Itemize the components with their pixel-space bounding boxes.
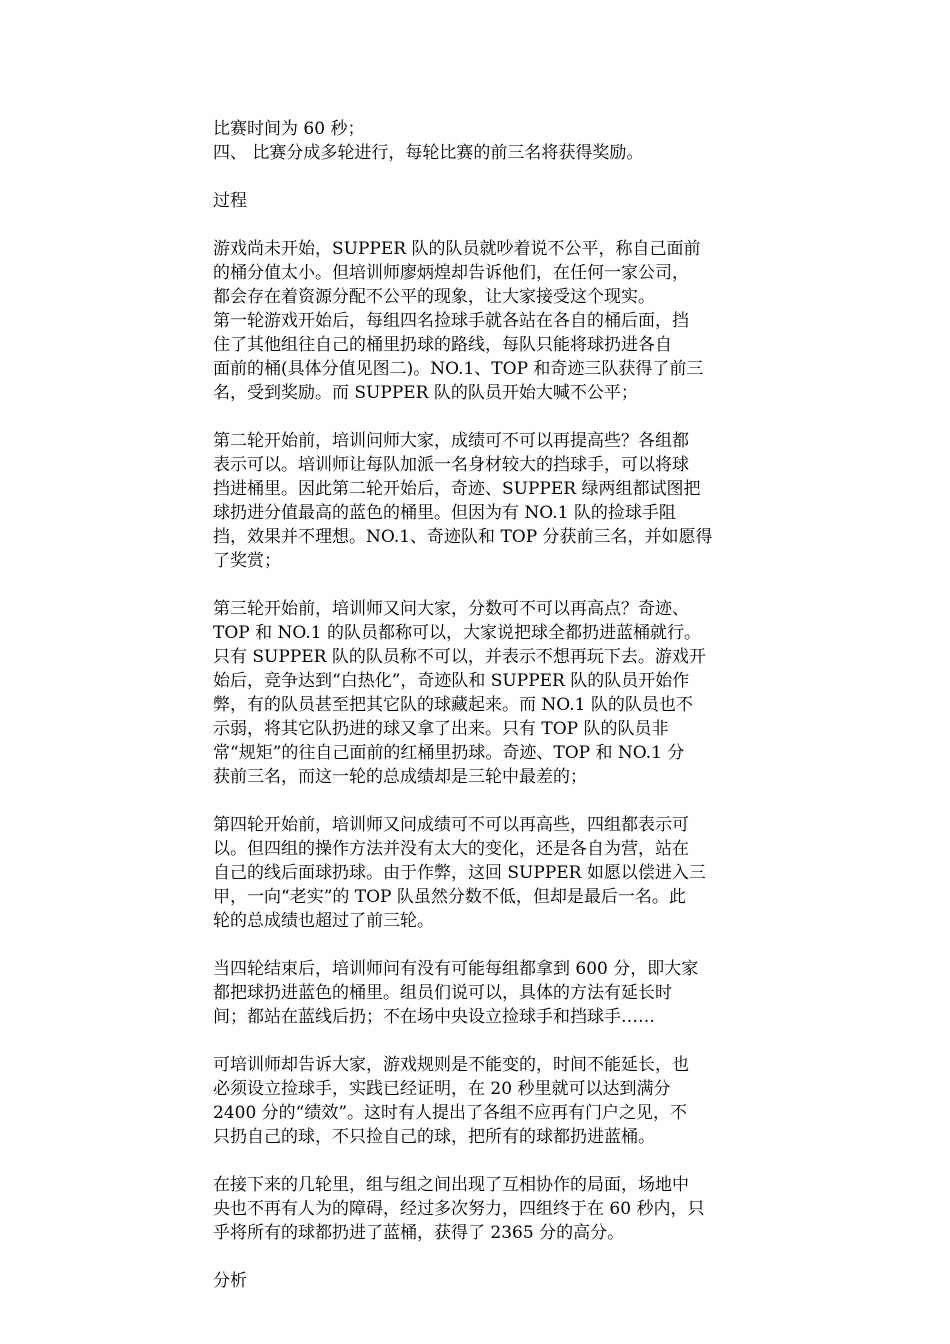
text-line: 可培训师却告诉大家，游戏规则是不能变的，时间不能延长，也: [213, 1055, 689, 1075]
text-line: 挡进桶里。因此第二轮开始后，奇迹、SUPPER 绿两组都试图把: [213, 479, 701, 499]
text-line: 始后，竞争达到“白热化”，奇迹队和 SUPPER 队的队员开始作: [213, 671, 690, 691]
text-line: TOP 和 NO.1 的队员都称可以，大家说把球全都扔进蓝桶就行。: [213, 623, 701, 643]
paragraph: [213, 597, 741, 789]
text-line: 2400 分的“绩效”。这时有人提出了各组不应再有门户之见，不: [213, 1103, 688, 1123]
text-line: 轮的总成绩也超过了前三轮。: [213, 911, 434, 931]
paragraph-gap: [213, 405, 741, 429]
paragraph-gap: [213, 789, 741, 813]
text-line: 示弱，将其它队扔进的球又拿了出来。只有 TOP 队的队员非: [213, 719, 669, 739]
text-line: 都把球扔进蓝色的桶里。组员们说可以，具体的方法有延长时: [213, 983, 672, 1003]
text-line: 挡，效果并不理想。NO.1、奇迹队和 TOP 分获前三名，并如愿得: [213, 527, 713, 547]
text-line: 第一轮游戏开始后，每组四名捡球手就各站在各自的桶后面，挡: [213, 311, 689, 331]
text-line: 四、 比赛分成多轮进行，每轮比赛的前三名将获得奖励。: [213, 143, 644, 163]
paragraph: [213, 813, 741, 933]
paragraph: [213, 957, 741, 1029]
paragraph: [213, 237, 741, 309]
text-line: 获前三名，而这一轮的总成绩却是三轮中最差的；: [213, 767, 587, 787]
paragraph: [213, 117, 741, 141]
paragraph-gap: [213, 933, 741, 957]
text-line: 面前的桶(具体分值见图二)。NO.1、TOP 和奇迹三队获得了前三: [213, 359, 704, 379]
document-body: [213, 117, 741, 1293]
text-line: 只有 SUPPER 队的队员称不可以，并表示不想再玩下去。游戏开: [213, 647, 706, 667]
text-line: 表示可以。培训师让每队加派一名身材较大的挡球手，可以将球: [213, 455, 689, 475]
text-line: 乎将所有的球都扔进了蓝桶，获得了 2365 分的高分。: [213, 1223, 625, 1243]
text-line: 名，受到奖励。而 SUPPER 队的队员开始大喊不公平；: [213, 383, 638, 403]
text-line: 自己的线后面球扔球。由于作弊，这回 SUPPER 如愿以偿进入三: [213, 863, 706, 883]
text-line: 央也不再有人为的障碍，经过多次努力，四组终于在 60 秒内，只: [213, 1199, 705, 1219]
paragraph: [213, 1173, 741, 1245]
text-line: 住了其他组往自己的桶里扔球的路线，每队只能将球扔进各自: [213, 335, 672, 355]
text-line: 当四轮结束后，培训师问有没有可能每组都拿到 600 分，即大家: [213, 959, 699, 979]
text-line: 比赛时间为 60 秒；: [213, 119, 365, 139]
paragraph: [213, 1269, 741, 1293]
text-line: 第三轮开始前，培训师又问大家，分数可不可以再高点？奇迹、: [213, 599, 689, 619]
text-line: 球扔进分值最高的蓝色的桶里。但因为有 NO.1 队的捡球手阻: [213, 503, 676, 523]
paragraph-gap: [213, 165, 741, 189]
text-line: 常“规矩”的往自己面前的红桶里扔球。奇迹、TOP 和 NO.1 分: [213, 743, 685, 763]
text-line: 弊，有的队员甚至把其它队的球藏起来。而 NO.1 队的队员也不: [213, 695, 693, 715]
text-line: 的桶分值太小。但培训师廖炳煌却告诉他们，在任何一家公司，: [213, 263, 689, 283]
text-line: 了奖赏；: [213, 551, 281, 571]
text-line: 游戏尚未开始，SUPPER 队的队员就吵着说不公平，称自己面前: [213, 239, 701, 259]
paragraph: [213, 429, 741, 573]
text-line: 第二轮开始前，培训问师大家，成绩可不可以再提高些？各组都: [213, 431, 689, 451]
paragraph-gap: [213, 573, 741, 597]
text-line: 过程: [213, 191, 247, 211]
paragraph-gap: [213, 1029, 741, 1053]
text-line: 甲，一向“老实”的 TOP 队虽然分数不低，但却是最后一名。此: [213, 887, 686, 907]
text-line: 在接下来的几轮里，组与组之间出现了互相协作的局面，场地中: [213, 1175, 689, 1195]
text-line: 必须设立捡球手，实践已经证明，在 20 秒里就可以达到满分: [213, 1079, 671, 1099]
text-line: 以。但四组的操作方法并没有太大的变化，还是各自为营，站在: [213, 839, 689, 859]
text-line: 只扔自己的球，不只捡自己的球，把所有的球都扔进蓝桶。: [213, 1127, 655, 1147]
paragraph-gap: [213, 213, 741, 237]
text-line: 分析: [213, 1271, 247, 1291]
text-line: 第四轮开始前，培训师又问成绩可不可以再高些，四组都表示可: [213, 815, 689, 835]
paragraph: [213, 141, 741, 165]
paragraph-gap: [213, 1245, 741, 1269]
text-line: 间；都站在蓝线后扔；不在场中央设立捡球手和挡球手……: [213, 1007, 655, 1027]
text-line: 都会存在着资源分配不公平的现象，让大家接受这个现实。: [213, 287, 655, 307]
paragraph: [213, 189, 741, 213]
paragraph: [213, 1053, 741, 1149]
paragraph: [213, 309, 741, 405]
paragraph-gap: [213, 1149, 741, 1173]
